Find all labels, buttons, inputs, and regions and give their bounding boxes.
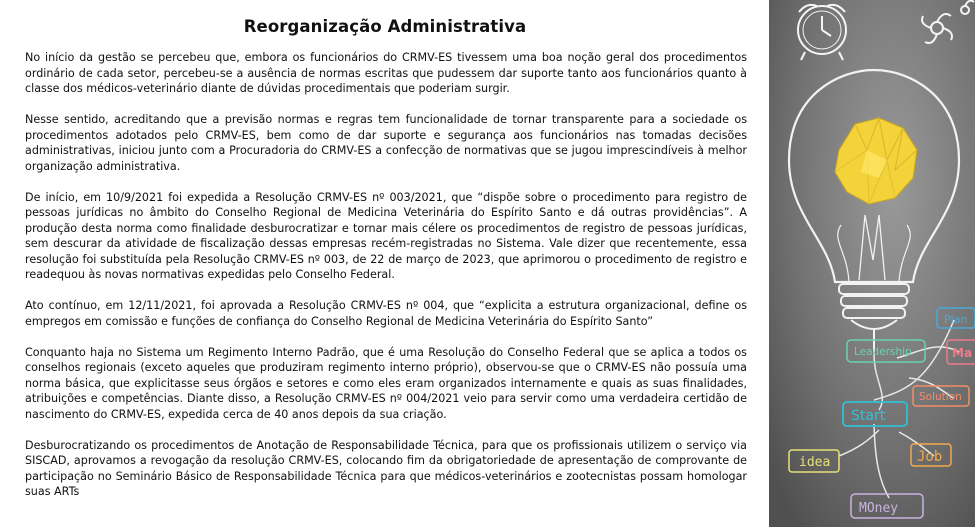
svg-text:Ma: Ma <box>952 346 973 360</box>
paragraph: Ato contínuo, em 12/11/2021, foi aprovada a Resolução CRMV-ES nº 004, que “explicita a estrutura organizacional, define os empregos em comissão e funções de confiança do Conselho Regional de Medicina Veterinária do Espírito Santo” <box>25 299 747 328</box>
svg-text:Leadership: Leadership <box>854 346 912 358</box>
paragraph: Nesse sentido, acreditando que a previsão normas e regras tem funcionalidade de tornar transparente para a sociedade os procedimentos adotados pelo CRMV-ES, bem como de dar suporte e segurança aos funcionários nas tomadas decisões administrativas, iniciou junto com a Procuradoria do CRMV-ES a confecção de normativas que se jugou imprescindíveis à melhor organização administrativa. <box>25 113 747 173</box>
lightbulb-illustration <box>769 0 975 527</box>
page-title: Reorganização Administrativa <box>243 17 527 36</box>
body-text <box>25 50 747 515</box>
svg-text:Plan: Plan <box>944 313 968 326</box>
svg-text:Start: Start <box>851 408 886 424</box>
paragraph: De início, em 10/9/2021 foi expedida a Resolução CRMV-ES nº 003/2021, que “dispõe sobre o procedimento para registro de pessoas jurídicas no âmbito do Conselho Regional de Medicina Veterinária do Espírito Santo e dá outras providências”. A produção desta norma como finalidade desburocratizar e tornar mais célere os procedimentos de registro de pessoas jurídicas, sem descurar da atividade de fiscalização dessas empresas recém-registradas no Sistema. Vale dizer que recentemente, essa resolução foi substituída pela Resolução CRMV-ES nº 003, de 22 de março de 2023, que aprimorou o procedimento de registro e readequou às novas normativas expedidas pelo Conselho Federal. <box>25 190 747 281</box>
art-background <box>769 0 975 527</box>
paragraph: No início da gestão se percebeu que, embora os funcionários do CRMV-ES tivessem uma boa noção geral dos procedimentos ordinário de cada setor, percebeu-se a ausência de normas escritas que pudessem dar suporte tanto aos funcionários quanto à classe dos médicos-veterinário diante de dúvidas procedimentais que poderiam surgir. <box>25 51 747 95</box>
paragraph: Conquanto haja no Sistema um Regimento Interno Padrão, que é uma Resolução do Conselho Federal que se aplica a todos os conselhos regionais (exceto aqueles que produziram regimento interno próprio), observou-se que o CRMV-ES não possuía uma norma básica, que explicitasse seus órgãos e setores e como eles eram organizados internamente e quais as suas finalidades, atribuições e competências. Diante disso, a Resolução CRMV-ES nº 004/2021 veio para servir como uma verdadeira certidão de nascimento do CRMV-ES, expedida cerca de 40 anos depois da sua criação. <box>25 345 747 421</box>
paragraph: Desburocratizando os procedimentos de Anotação de Responsabilidade Técnica, para que os profissionais utilizem o serviço via SISCAD, aprovamos a revogação da resolução CRMV-ES, colocando fim da obrigatoriedade de apresentação de comprovante de participação no Seminário Básico de Responsabilidade Técnica para que médicos-veterinários e zootecnistas possam homologar suas ARTs <box>25 438 747 498</box>
svg-text:MOney: MOney <box>859 501 899 516</box>
svg-text:Job: Job <box>917 449 943 465</box>
svg-text:Solution: Solution <box>919 391 962 403</box>
svg-text:idea: idea <box>799 455 831 470</box>
lightbulb-illustration-svg <box>769 0 975 527</box>
